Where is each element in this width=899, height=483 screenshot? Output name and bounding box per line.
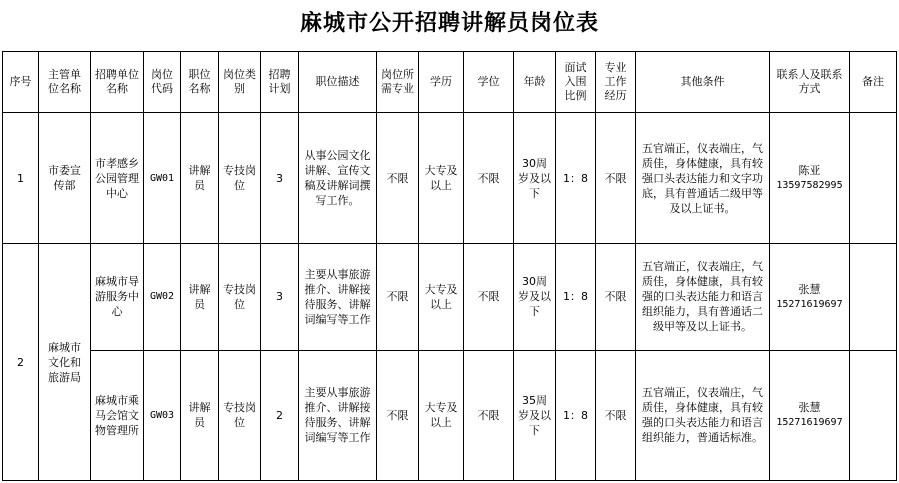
other-cell: 五官端正，仪表端庄，气质佳，身体健康，具有较强口头表达能力和文字功底，具有普通话二级甲等及以上证书。 bbox=[636, 113, 770, 244]
table-row bbox=[3, 244, 897, 350]
plan-cell: 2 bbox=[261, 350, 299, 480]
desc-cell: 从事公园文化讲解、宣传文稿及讲解词撰写工作。 bbox=[299, 113, 377, 244]
age-cell: 30周岁及以下 bbox=[514, 113, 556, 244]
major-cell: 不限 bbox=[377, 244, 419, 350]
header-plan: 招聘计划 bbox=[261, 52, 299, 113]
remark-cell bbox=[850, 350, 897, 480]
contact-phone: 15271619697 bbox=[776, 298, 843, 310]
ratio-cell: 1：8 bbox=[556, 113, 596, 244]
category-cell: 专技岗位 bbox=[219, 350, 261, 480]
code-cell: GW01 bbox=[144, 113, 181, 244]
header-experience: 专业工作经历 bbox=[596, 52, 636, 113]
header-unit: 招聘单位名称 bbox=[91, 52, 144, 113]
dept-cell: 麻城市文化和旅游局 bbox=[39, 244, 91, 481]
unit-cell: 市孝感乡公园管理中心 bbox=[91, 113, 144, 244]
degree-cell: 不限 bbox=[464, 350, 514, 480]
experience-cell: 不限 bbox=[596, 113, 636, 244]
unit-cell: 麻城市乘马会馆文物管理所 bbox=[91, 350, 144, 480]
major-cell: 不限 bbox=[377, 350, 419, 480]
name-cell: 讲解员 bbox=[181, 113, 219, 244]
header-other: 其他条件 bbox=[636, 52, 770, 113]
header-degree: 学位 bbox=[464, 52, 514, 113]
major-cell: 不限 bbox=[377, 113, 419, 244]
header-age: 年龄 bbox=[514, 52, 556, 113]
contact-name: 陈亚 bbox=[798, 164, 821, 178]
unit-cell: 麻城市导游服务中心 bbox=[91, 244, 144, 350]
contact-phone: 15271619697 bbox=[776, 417, 843, 429]
degree-cell: 不限 bbox=[464, 244, 514, 350]
header-remark: 备注 bbox=[850, 52, 897, 113]
desc-cell: 主要从事旅游推介、讲解接待服务、讲解词编写等工作 bbox=[299, 244, 377, 350]
ratio-cell: 1：8 bbox=[556, 244, 596, 350]
job-posts-table bbox=[2, 51, 897, 481]
table-row bbox=[3, 113, 897, 244]
education-cell: 大专及以上 bbox=[419, 244, 464, 350]
header-name: 职位名称 bbox=[181, 52, 219, 113]
ratio-cell: 1：8 bbox=[556, 350, 596, 480]
contact-cell bbox=[770, 350, 850, 480]
page-title: 麻城市公开招聘讲解员岗位表 bbox=[299, 10, 599, 36]
plan-cell: 3 bbox=[261, 244, 299, 350]
contact-cell bbox=[770, 244, 850, 350]
age-cell: 35周岁及以下 bbox=[514, 350, 556, 480]
plan-cell: 3 bbox=[261, 113, 299, 244]
contact-name: 张慧 bbox=[798, 282, 821, 296]
header-category: 岗位类别 bbox=[219, 52, 261, 113]
seq-cell: 1 bbox=[3, 113, 39, 244]
experience-cell: 不限 bbox=[596, 244, 636, 350]
code-cell: GW02 bbox=[144, 244, 181, 350]
education-cell: 大专及以上 bbox=[419, 350, 464, 480]
other-cell: 五官端正，仪表端庄，气质佳，身体健康，具有较强的口头表达能力和语言组织能力，普通话标准。 bbox=[636, 350, 770, 480]
remark-cell bbox=[850, 113, 897, 244]
desc-cell: 主要从事旅游推介、讲解接待服务、讲解词编写等工作 bbox=[299, 350, 377, 480]
header-contact: 联系人及联系方式 bbox=[770, 52, 850, 113]
header-ratio: 面试入围比例 bbox=[556, 52, 596, 113]
contact-name: 张慧 bbox=[798, 401, 821, 415]
header-desc: 职位描述 bbox=[299, 52, 377, 113]
experience-cell: 不限 bbox=[596, 350, 636, 480]
dept-cell: 市委宣传部 bbox=[39, 113, 91, 244]
header-code: 岗位代码 bbox=[144, 52, 181, 113]
other-cell: 五官端正，仪表端庄，气质佳，身体健康，具有较强的口头表达能力和语言组织能力，具有普通话二级甲等及以上证书。 bbox=[636, 244, 770, 350]
seq-cell: 2 bbox=[3, 244, 39, 481]
education-cell: 大专及以上 bbox=[419, 113, 464, 244]
name-cell: 讲解员 bbox=[181, 350, 219, 480]
table-row bbox=[3, 350, 897, 480]
degree-cell: 不限 bbox=[464, 113, 514, 244]
contact-phone: 13597582995 bbox=[776, 180, 843, 192]
header-major: 岗位所需专业 bbox=[377, 52, 419, 113]
category-cell: 专技岗位 bbox=[219, 113, 261, 244]
remark-cell bbox=[850, 244, 897, 350]
code-cell: GW03 bbox=[144, 350, 181, 480]
name-cell: 讲解员 bbox=[181, 244, 219, 350]
header-education: 学历 bbox=[419, 52, 464, 113]
category-cell: 专技岗位 bbox=[219, 244, 261, 350]
header-seq: 序号 bbox=[3, 52, 39, 113]
header-row bbox=[3, 52, 897, 113]
header-dept: 主管单位名称 bbox=[39, 52, 91, 113]
age-cell: 30周岁及以下 bbox=[514, 244, 556, 350]
contact-cell bbox=[770, 113, 850, 244]
